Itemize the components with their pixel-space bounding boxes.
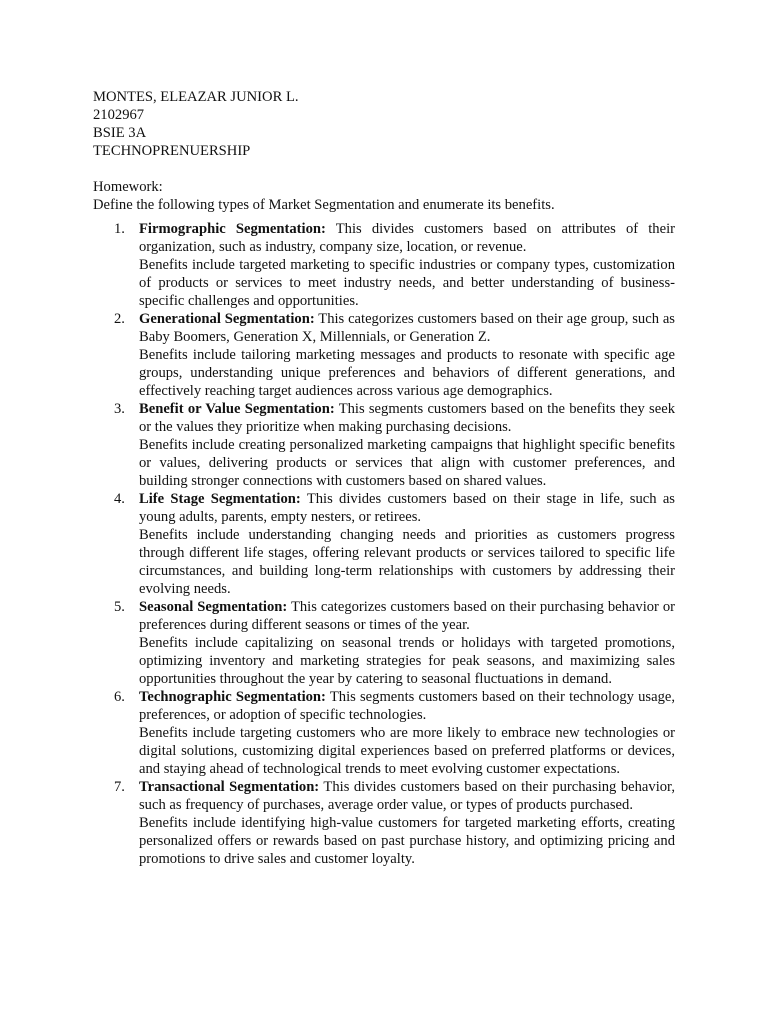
item-definition [139,310,675,346]
definition-text: This categorizes customers based on their age group, such as Baby Boomers, Generation X, Millennials, or Generation Z. [139,311,675,345]
list-item [93,310,675,400]
spacer [93,160,675,178]
item-benefits: Benefits include creating personalized marketing campaigns that highlight specific benefits or values, delivering products or services that align with customer preferences, and building stronger connections with customers based on shared values. [139,437,675,489]
item-benefits: Benefits include identifying high-value customers for targeted marketing efforts, creating personalized offers or rewards based on past purchase history, and optimizing pricing and promotions to drive sales and customer loyalty. [139,815,675,867]
definition-text: This categorizes customers based on their purchasing behavior or preferences during different seasons or times of the year. [139,599,676,633]
student-id: 2102967 [93,107,145,123]
list-item [93,220,675,310]
student-name: MONTES, ELEAZAR JUNIOR L. [93,89,299,105]
list-item [93,598,675,688]
list-item [93,778,675,868]
item-number: 1. [114,221,125,237]
segmentation-list [93,220,675,868]
item-number: 4. [114,491,125,507]
item-number: 3. [114,401,125,417]
item-term: Life Stage Segmentation: [139,491,301,507]
item-benefits: Benefits include targeted marketing to specific industries or company types, customization of products or services to meet industry needs, and better understanding of business-specific challenges and opportunities. [139,257,675,309]
definition-text: This divides customers based on their stage in life, such as young adults, parents, empty nesters, or retirees. [139,491,675,525]
subject-title: TECHNOPRENUERSHIP [93,143,251,159]
item-definition [139,688,675,724]
definition-text: This segments customers based on their technology usage, preferences, or adoption of specific technologies. [139,689,675,723]
item-number: 7. [114,779,125,795]
item-term: Technographic Segmentation: [139,689,326,705]
item-definition [139,490,675,526]
item-definition [139,598,675,634]
item-number: 5. [114,599,125,615]
definition-text: This divides customers based on their purchasing behavior, such as frequency of purchases, average order value, or types of products purchased. [139,779,675,813]
item-benefits: Benefits include targeting customers who are more likely to embrace new technologies or digital solutions, customizing digital experiences based on preferred platforms or devices, and staying ahead of technological trends to meet evolving customer expectations. [139,725,675,777]
definition-text: This divides customers based on attributes of their organization, such as industry, company size, location, or revenue. [139,221,675,255]
item-benefits: Benefits include capitalizing on seasonal trends or holidays with targeted promotions, optimizing inventory and marketing strategies for peak seasons, and maximizing sales opportunities throughout the year by catering to seasonal fluctuations in demand. [139,635,675,687]
item-number: 2. [114,311,125,327]
item-term: Transactional Segmentation: [139,779,320,795]
list-item [93,688,675,778]
item-term: Firmographic Segmentation: [139,221,326,237]
item-benefits: Benefits include tailoring marketing messages and products to resonate with specific age groups, understanding unique preferences and behaviors of different generations, and effectively reaching target audiences across various age demographics. [139,347,675,399]
document-page [93,88,675,868]
definition-text: This segments customers based on the benefits they seek or the values they prioritize when making purchasing decisions. [139,401,675,435]
item-definition [139,400,675,436]
list-item [93,490,675,598]
homework-instruction: Define the following types of Market Segmentation and enumerate its benefits. [93,197,555,213]
item-benefits: Benefits include understanding changing needs and priorities as customers progress through different life stages, offering relevant products or services tailored to specific life circumstances, and building long-term relationships with customers by addressing their evolving needs. [139,527,675,597]
item-term: Seasonal Segmentation: [139,599,288,615]
list-item [93,400,675,490]
homework-label: Homework: [93,179,163,195]
item-term: Generational Segmentation: [139,311,315,327]
item-number: 6. [114,689,125,705]
item-definition [139,778,675,814]
item-definition [139,220,675,256]
course-section: BSIE 3A [93,125,147,141]
item-term: Benefit or Value Segmentation: [139,401,335,417]
